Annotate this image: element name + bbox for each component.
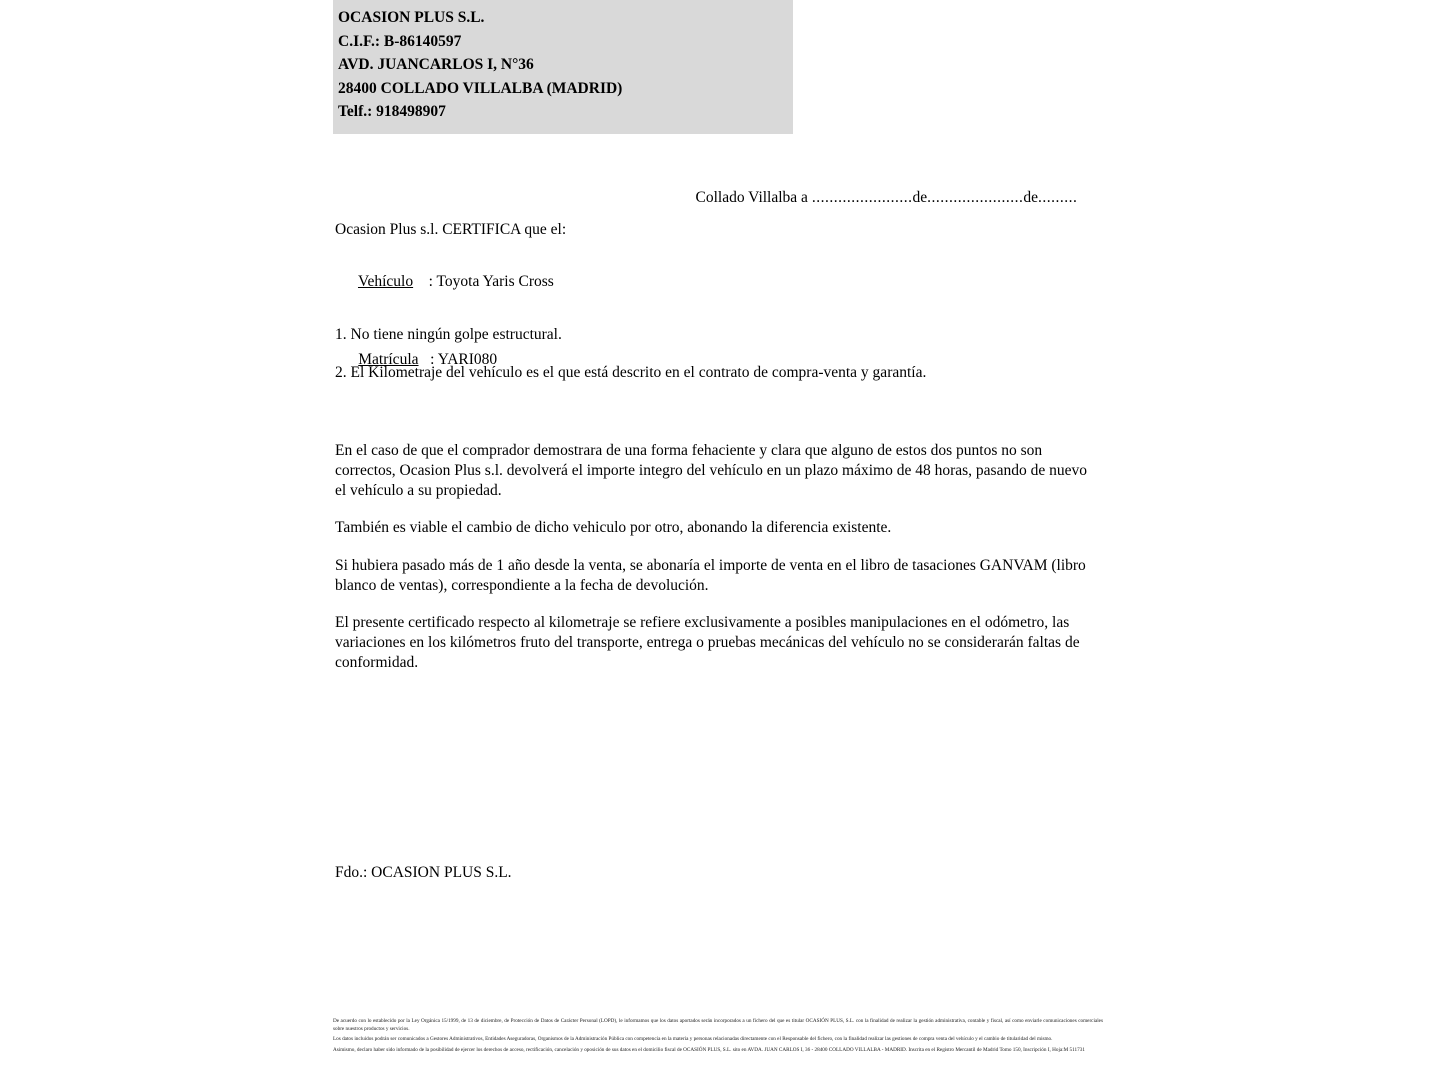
date-blank-year: .........	[1037, 189, 1078, 206]
date-prefix: Collado Villalba a	[695, 189, 808, 206]
date-de-2: de	[1023, 189, 1038, 206]
paragraph-odometer-scope: El presente certificado respecto al kilometraje se refiere exclusivamente a posibles manipulaciones en el odómetro, las variaciones en los kilómetros fruto del transporte, entrega o pruebas mecánicas del vehículo no se considerarán faltas de conformidad.	[335, 614, 1080, 671]
plate-value: YARI080	[437, 351, 498, 368]
clause-point-1: 1. No tiene ningún golpe estructural.	[335, 326, 562, 343]
company-header-box	[333, 0, 793, 134]
vehicle-separator: :	[428, 273, 437, 290]
vehicle-value: Toyota Yaris Cross	[436, 273, 554, 290]
company-name: OCASION PLUS S.L.	[338, 9, 485, 26]
vehicle-label: Vehículo	[357, 273, 414, 290]
signature-line: Fdo.: OCASION PLUS S.L.	[335, 864, 512, 881]
legal-paragraph-1: De acuerdo con lo establecido por la Ley Orgánica 15/1999, de 13 de diciembre, de Protección de Datos de Carácter Personal (LOPD), le informamos que los datos aportados serán incorporados a un fichero del que es titular OCASIÓN PLUS, S.L. con la finalidad de realizar la gestión administrativa, contable y fiscal, así como enviarle comunicaciones comerciales sobre nuestros productos y servicios.	[333, 1018, 1103, 1032]
date-line	[680, 171, 1077, 225]
company-cif: C.I.F.: B-86140597	[338, 32, 462, 50]
clause-point-2: 2. El Kilometraje del vehículo es el que está descrito en el contrato de compra-venta y garantía.	[335, 364, 927, 381]
company-phone: Telf.: 918498907	[338, 103, 446, 120]
paragraph-vehicle-exchange: También es viable el cambio de dicho vehiculo por otro, abonando la diferencia existente.	[335, 519, 892, 536]
plate-label: Matrícula	[358, 351, 419, 368]
date-de-1: de	[912, 189, 928, 206]
legal-paragraph-3: Asimismo, declaro haber sido informado de la posibilidad de ejercer los derechos de acceso, rectificación, cancelación y oposición de sus datos en el domicilio fiscal de OCASIÓN PLUS, S.L. sito en AVDA. JUAN CARLOS I, 36 - 28400 COLLADO VILLALBA - MADRID. Inscrita en el Registro Mercantil de Madrid Tomo 150, Inscripción I, Hoja:M 511731	[333, 1046, 1085, 1053]
certify-intro: Ocasion Plus s.l. CERTIFICA que el:	[335, 221, 567, 238]
legal-footer	[333, 1018, 1103, 1057]
vehicle-row	[335, 243, 566, 321]
paragraph-one-year-valuation: Si hubiera pasado más de 1 año desde la venta, se abonaría el importe de venta en el libro de tasaciones GANVAM (libro blanco de ventas), correspondiente a la fecha de devolución.	[335, 557, 1086, 594]
legal-paragraph-2: Los datos incluidos podrán ser comunicados a Gestores Administrativos, Entidades Aseguradoras, Organismos de la Administración Pública con competencia en la materia y personas relacionadas directamente con el Responsable del fichero, con la finalidad realizar las gestiones de compra venta del vehículo y el cambio de titularidad del mismo.	[333, 1036, 1053, 1043]
date-blank-day: .......................	[811, 189, 913, 206]
date-blank-month: ......................	[927, 189, 1024, 206]
plate-separator: :	[430, 351, 438, 368]
paragraph-refund-conditions: En el caso de que el comprador demostrara de una forma fehaciente y clara que alguno de estos dos puntos no son correctos, Ocasion Plus s.l. devolverá el importe integro del vehículo en un plazo máximo de 48 horas, pasando de nuevo el vehículo a su propiedad.	[335, 442, 1087, 499]
company-city: 28400 COLLADO VILLALBA (MADRID)	[338, 79, 623, 97]
company-address: AVD. JUANCARLOS I, N°36	[338, 56, 534, 73]
